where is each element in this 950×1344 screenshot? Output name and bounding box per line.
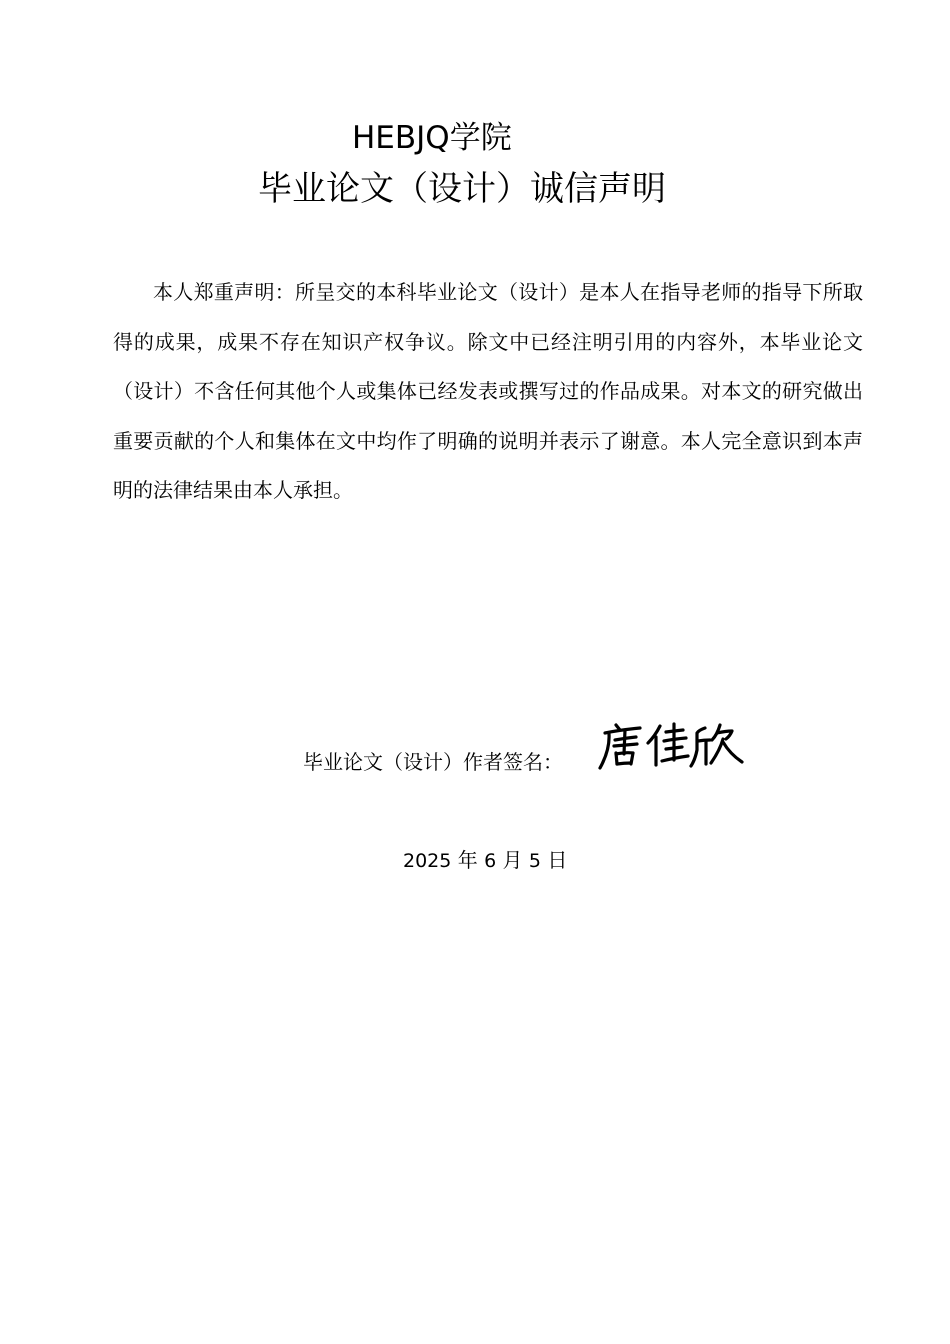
- date-year-unit: 年: [457, 848, 478, 872]
- statement-paragraph: 本人郑重声明：所呈交的本科毕业论文（设计）是本人在指导老师的指导下所取得的成果，成果不存在知识产权争议。除文中已经注明引用的内容外，本毕业论文（设计）不含任何其他个人或集体已经发表或撰写过的作品成果。对本文的研究做出重要贡献的个人和集体在文中均作了明确的说明并表示了谢意。本人完全意识到本声明的法律结果由本人承担。: [113, 280, 863, 502]
- institution-name: HEBJQ学院: [352, 120, 512, 156]
- date-month: 6: [484, 850, 497, 872]
- date-year: 2025: [403, 850, 452, 872]
- document-title: 毕业论文（设计）诚信声明: [258, 169, 666, 209]
- date-day: 5: [528, 850, 541, 872]
- handwritten-signature: [596, 716, 746, 776]
- signing-date: [403, 844, 567, 877]
- date-month-unit: 月: [502, 848, 523, 872]
- date-day-unit: 日: [547, 848, 568, 872]
- signature-label: 毕业论文（设计）作者签名：: [303, 750, 563, 774]
